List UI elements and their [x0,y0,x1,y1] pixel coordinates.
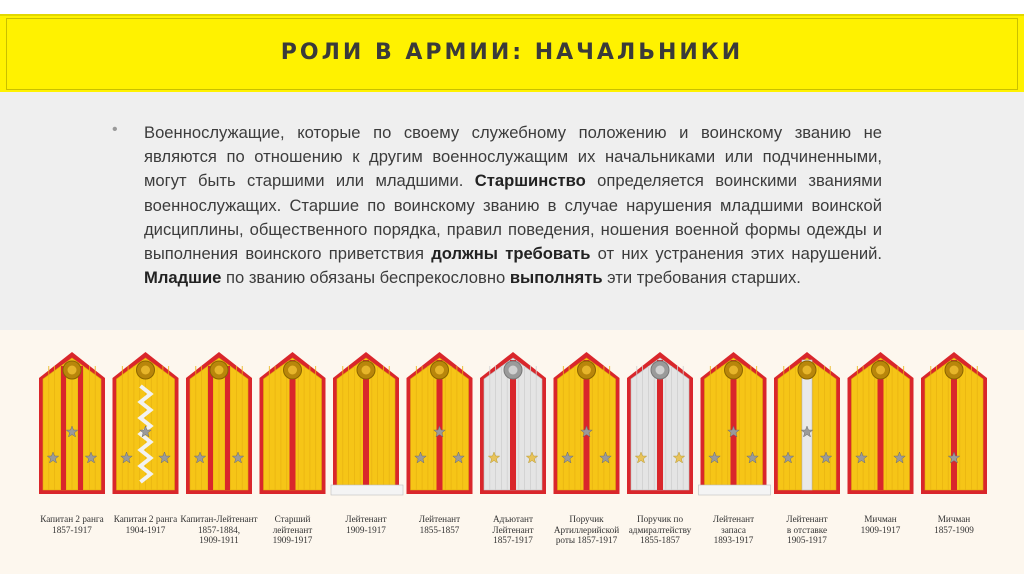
cannon-icon [582,366,591,375]
anchor-icon [362,366,371,375]
shoulder-strap [113,352,179,494]
strap-caption [30,514,114,535]
strap-caption [251,514,335,546]
strap-caption-line: лейтенант [272,524,313,535]
shoulder-strap [774,352,840,494]
strap-bar [331,485,403,495]
strap-caption-line: Старший [274,514,311,524]
shoulder-strap [921,352,987,494]
strap-caption-line: Капитан 2 ранга [113,514,178,524]
paragraph-text: определяется воинскими званиями военнослужащих. Старшие по воинскому званию в случае нарушения младшими воинской дисциплины, общественного порядка, правил поведения, ношения военной формы одежды и выполнения воинского приветствия [144,171,882,264]
emphasis-text: Младшие [144,268,222,288]
strap-caption-line: 1857-1909 [934,524,974,535]
strap-caption [177,514,261,546]
strap-caption-line: Лейтенант [712,514,755,524]
strap-caption-line: в отставке [786,524,828,535]
anchor-icon [215,366,224,375]
strap-caption-line: Лейтенант [786,514,828,524]
strap-caption-line: 1909-1911 [199,535,239,545]
strap-caption-line: 1857-1917 [52,524,92,535]
strap-bar [699,485,771,495]
eagle-icon [509,366,518,375]
strap-caption-line: Лейтенант [492,524,534,535]
strap-caption-line: запаса [721,524,746,535]
shoulder-strap [699,352,771,495]
shoulder-strap [260,352,326,494]
shoulder-strap [848,352,914,494]
strap-caption [912,514,996,535]
strap-caption-line: Капитан 2 ранга [40,514,104,524]
body-paragraph [144,121,882,290]
strap-caption-line: Лейтенант [418,514,461,524]
anchor-icon [803,366,812,375]
emphasis-text: Старшинство [474,171,586,191]
strap-caption [765,514,849,546]
strap-center-stripe [61,366,66,490]
strap-center-stripe [225,366,230,490]
title-band [0,14,1024,94]
eagle-icon [141,366,150,375]
shoulder-strap [407,352,473,494]
paragraph-text: по званию обязаны беспрекословно [221,268,510,288]
strap-caption-line: 1909-1917 [346,524,386,535]
shoulder-strap [627,352,693,494]
strap-caption-line: Мичман [864,514,897,524]
anchor-icon [435,366,444,375]
shoulder-strap [554,352,620,494]
slide-title: РОЛИ В АРМИИ: НАЧАЛЬНИКИ [280,40,744,65]
strap-caption [618,514,702,546]
strap-caption-line: 1855-1857 [640,535,680,545]
strap-caption-line: Лейтенант [345,514,387,524]
emphasis-text: должны требовать [431,244,591,264]
strap-caption-line: 1855-1857 [419,524,460,535]
shoulder-strap [331,352,403,495]
shoulder-strap [480,352,546,494]
shoulder-strap [186,352,252,494]
strap-caption-line: 1905-1917 [787,535,827,545]
strap-caption-line: 1909-1917 [272,535,313,545]
strap-caption [398,514,482,535]
strap-caption-line: Капитан-Лейтенант [180,514,258,524]
strap-caption-line: роты 1857-1917 [555,535,618,545]
strap-caption-line: адмиралтейству [628,524,692,535]
strap-caption-line: Поручик по [636,514,684,524]
anchor-icon [68,366,77,375]
strap-caption-line: 1893-1917 [713,535,754,545]
strap-caption [324,514,408,535]
paragraph-text: эти требования старших. [602,268,801,288]
shoulder-strap [39,352,105,494]
strap-caption-line: 1857-1884, [197,524,241,535]
strap-caption [104,514,188,535]
emphasis-text: выполнять [509,268,603,288]
paragraph-text: от них устранения этих нарушений. [590,244,883,264]
anchor-icon [288,366,297,375]
anchor-icon [656,366,665,375]
strap-caption [839,514,923,535]
anchor-icon [729,366,738,375]
bullet-icon: • [112,121,118,138]
strap-caption-line: Адъютант [493,514,533,524]
strap-center-stripe [78,366,83,490]
strap-caption [545,514,629,546]
strap-caption-line: Мичман [937,514,971,524]
strap-caption-line: Поручик [569,514,604,524]
anchor-icon [950,366,959,375]
strap-caption-line: 1909-1917 [860,524,901,535]
strap-caption-line: 1857-1917 [493,535,533,545]
strap-caption-line: 1904-1917 [125,524,166,535]
strap-caption [692,514,776,546]
strap-center-stripe [208,366,213,490]
strap-caption-line: Артиллерийской [553,524,620,535]
paragraph-text: Военнослужащие, которые по своему служебному положению и воинскому званию не являются по отношению к другим военнослужащим их начальниками или подчиненными, могут быть старшими или младшими. [144,123,882,191]
anchor-icon [876,366,885,375]
strap-caption [471,514,555,546]
